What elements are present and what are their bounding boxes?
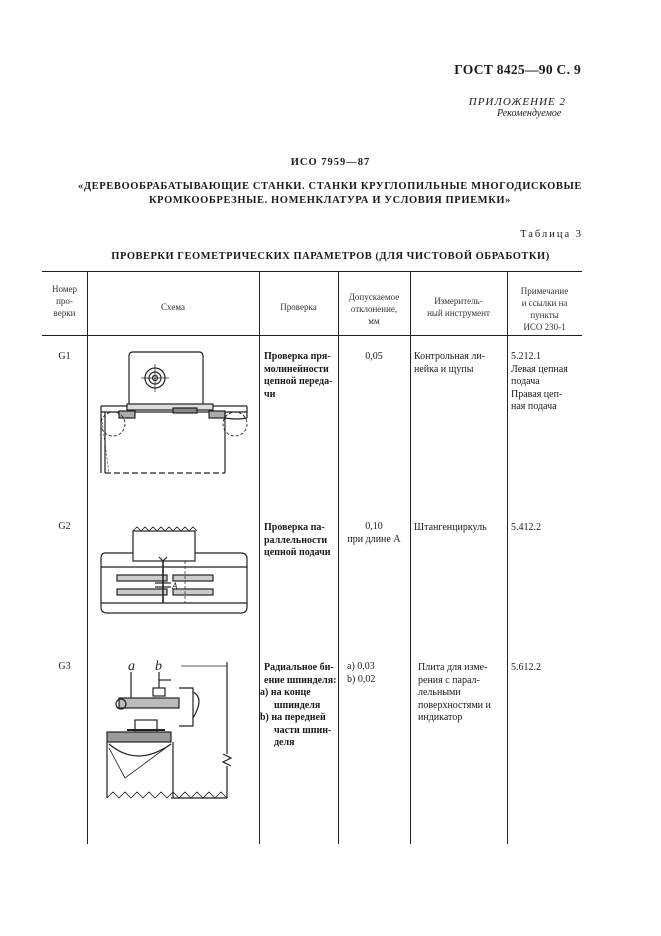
row-g3-instrument: Плита для изме- рения с парал- лельными поверхностями и индикатор xyxy=(418,662,491,723)
row-g3-num: G3 xyxy=(58,661,71,672)
header-instrument: Измеритель- ный инструмент xyxy=(427,296,490,318)
col-divider xyxy=(507,271,508,844)
row-g3-tolerance: a) 0,03 b) 0,02 xyxy=(347,661,376,685)
iso-reference: ИСО 7959—87 xyxy=(290,157,371,168)
row-g1-instrument: Контрольная ли- нейка и щупы xyxy=(414,351,485,375)
header-num: Номер про- верки xyxy=(51,284,78,318)
row-g2-notes: 5.412.2 xyxy=(511,522,541,533)
g3-spindle-runout-diagram xyxy=(97,658,257,818)
row-g1-num: G1 xyxy=(58,351,71,362)
checks-table xyxy=(42,271,582,844)
document-title xyxy=(40,180,620,208)
row-g1-tolerance: 0,05 xyxy=(365,351,383,362)
header-notes: Примечание и ссылки на пункты ИСО 230-1 xyxy=(520,286,569,332)
g3-label-a: a xyxy=(128,659,135,674)
g2-dimension-label: A xyxy=(172,581,178,591)
row-g1-notes: 5.212.1 Левая цепная подача Правая цеп- ная подача xyxy=(511,351,568,412)
page-header-gost: ГОСТ 8425—90 С. 9 xyxy=(454,62,581,77)
appendix-label: ПРИЛОЖЕНИЕ 2 xyxy=(468,96,566,108)
row-g2-check: Проверка па- раллельности цепной подачи xyxy=(264,522,331,558)
col-divider xyxy=(410,271,411,844)
document-title-line-1: «ДЕРЕВООБРАБАТЫВАЮЩИЕ СТАНКИ. СТАНКИ КРУГЛОПИЛЬНЫЕ МНОГОДИСКОВЫЕ xyxy=(77,181,583,192)
col-divider xyxy=(259,271,260,844)
table-top-border xyxy=(42,271,582,272)
row-g2-tolerance: 0,10 при длине А xyxy=(347,521,401,545)
document-title-line-2: КРОМКООБРЕЗНЫЕ. НОМЕНКЛАТУРА И УСЛОВИЯ ПРИЕМКИ» xyxy=(148,195,512,206)
table-number: Таблица 3 xyxy=(520,229,583,240)
g1-chain-feed-diagram xyxy=(97,348,257,483)
row-g1-check: Проверка пря- молинейности цепной переда- чи xyxy=(264,351,333,400)
header-check: Проверка xyxy=(280,302,317,312)
table-title: ПРОВЕРКИ ГЕОМЕТРИЧЕСКИХ ПАРАМЕТРОВ (ДЛЯ ЧИСТОВОЙ ОБРАБОТКИ) xyxy=(111,251,550,262)
col-divider xyxy=(87,271,88,844)
row-g3-check: Радиальное би- ение шпинделя: a) на конце шпинделя b) на передней части шпин- деля xyxy=(260,662,337,748)
row-g2-num: G2 xyxy=(58,521,71,532)
g2-parallelism-diagram xyxy=(97,523,257,623)
table-header-border xyxy=(42,335,582,336)
g3-label-b: b xyxy=(155,659,162,674)
header-schema: Схема xyxy=(161,302,185,312)
row-g3-notes: 5.612.2 xyxy=(511,662,541,673)
appendix-status: Рекомендуемое xyxy=(497,108,562,119)
header-tolerance: Допускаемое отклонение, мм xyxy=(348,292,400,326)
row-g2-instrument: Штангенциркуль xyxy=(414,522,487,533)
